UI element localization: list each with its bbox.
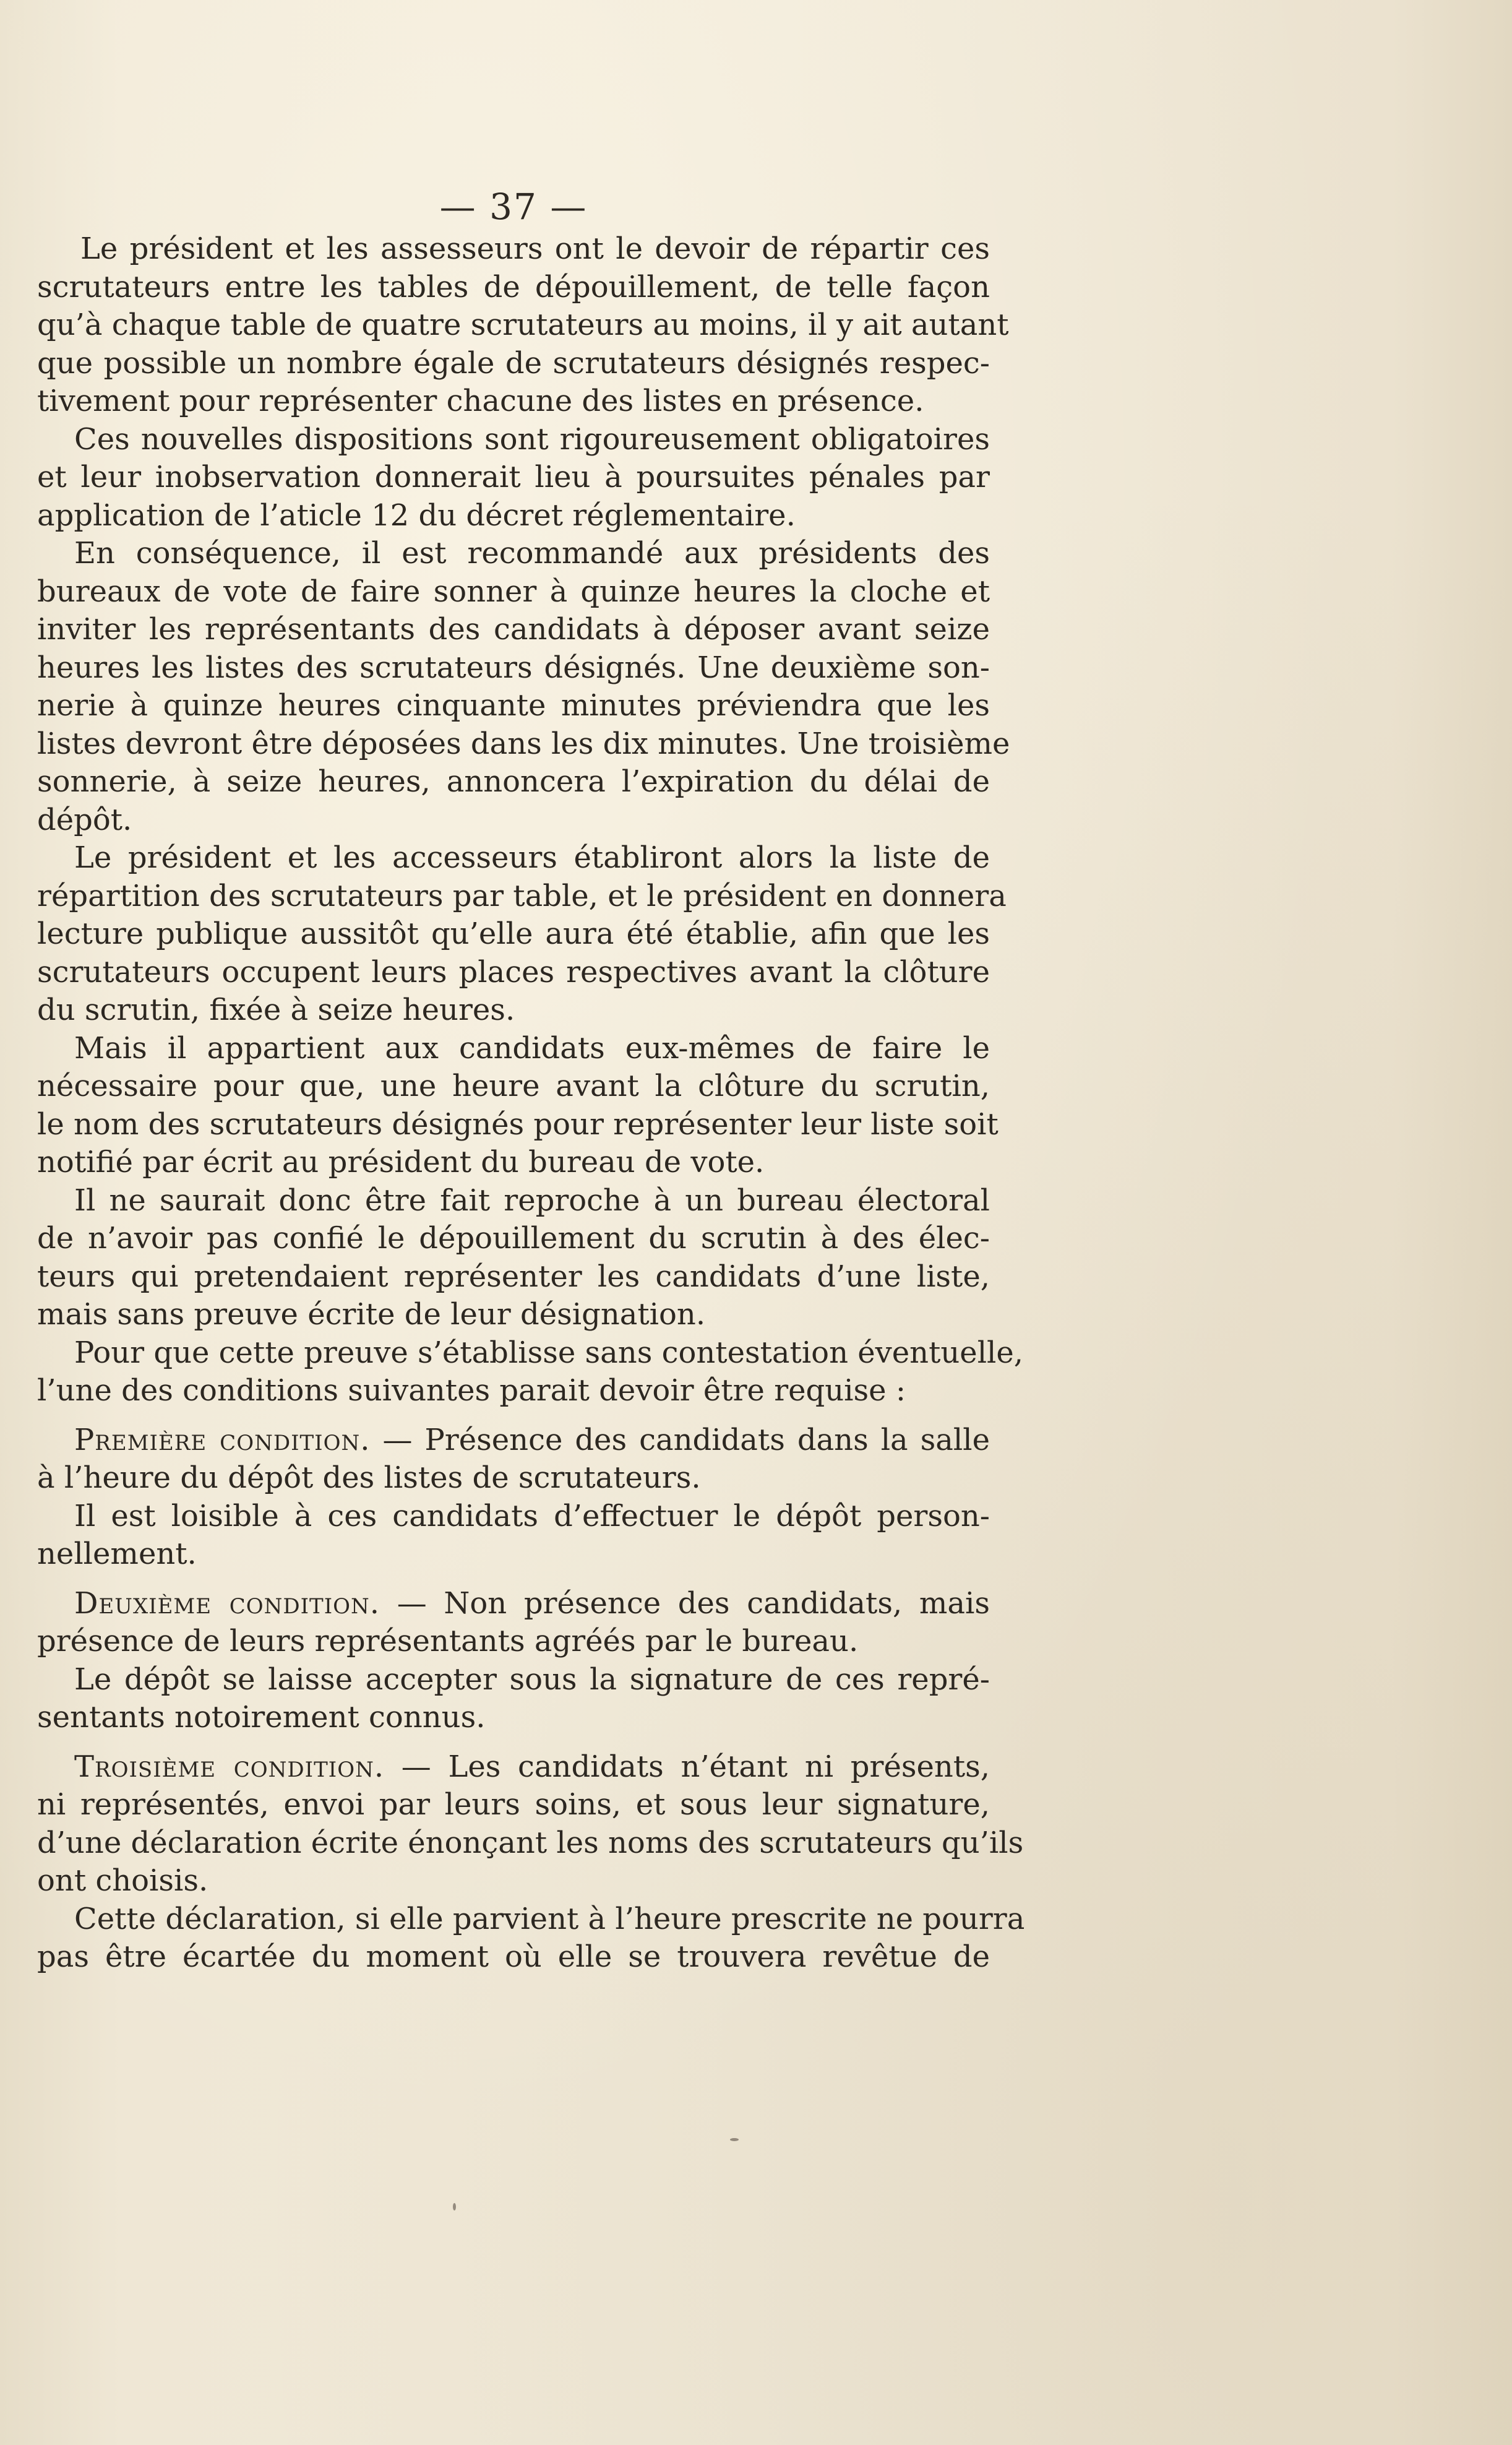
text-line: [37, 1748, 990, 1787]
text-line: tivement pour représenter chacune des listes en présence.: [37, 384, 924, 418]
text-line: Il est loisible à ces candidats d’effectuer le dépôt person-: [74, 1498, 990, 1533]
paragraph: [37, 535, 1010, 839]
text-line: En conséquence, il est recommandé aux présidents des: [74, 536, 990, 571]
condition-paragraph: [37, 1748, 1024, 1900]
text-line: scrutateurs entre les tables de dépouillement, de telle façon: [37, 269, 990, 304]
text-line: Le dépôt se laisse accepter sous la signature de ces repré-: [74, 1662, 990, 1697]
text-line: inviter les représentants des candidats à déposer avant seize: [37, 612, 990, 647]
text-line: notifié par écrit au président du bureau de vote.: [37, 1145, 765, 1179]
body-text: [37, 230, 1025, 1977]
text-line: sonnerie, à seize heures, annoncera l’expiration du délai de: [37, 764, 990, 799]
condition-label: Deuxième condition.: [74, 1585, 380, 1621]
condition-paragraph: [37, 1585, 990, 1661]
text-line: qu’à chaque table de quatre scrutateurs au moins, il y ait autant: [37, 308, 1009, 342]
condition-label: Troisième condition.: [74, 1749, 385, 1784]
print-speck: [730, 2138, 739, 2141]
page-number: — 37 —: [439, 186, 588, 228]
paragraph: [37, 1661, 990, 1737]
text-line: à l’heure du dépôt des listes de scrutateurs.: [37, 1460, 701, 1495]
condition-text: — Non présence des candidats, mais: [380, 1585, 990, 1621]
text-line: de n’avoir pas confié le dépouillement du scrutin à des élec-: [37, 1221, 990, 1256]
text-line: Pour que cette preuve s’établisse sans contestation éventuelle,: [74, 1335, 1024, 1370]
text-line: mais sans preuve écrite de leur désignation.: [37, 1297, 706, 1332]
text-line: ont choisis.: [37, 1863, 208, 1898]
text-line: scrutateurs occupent leurs places respectives avant la clôture: [37, 954, 990, 990]
print-speck: [453, 2203, 456, 2210]
paragraph: [37, 1334, 1024, 1410]
text-line: Le président et les assesseurs ont le devoir de répartir ces: [80, 231, 990, 266]
paragraph: [37, 1498, 990, 1574]
text-line: [37, 1585, 990, 1623]
text-line: lecture publique aussitôt qu’elle aura été établie, afin que les: [37, 916, 990, 951]
text-line: pas être écartée du moment où elle se trouvera revêtue de: [37, 1939, 990, 1974]
text-line: Ces nouvelles dispositions sont rigoureusement obligatoires: [74, 421, 990, 457]
paragraph: [37, 839, 1007, 1030]
condition-paragraph: [37, 1421, 990, 1498]
paragraph: [37, 1182, 990, 1334]
text-line: du scrutin, fixée à seize heures.: [37, 993, 515, 1027]
paragraph: [37, 1900, 1025, 1977]
text-line: sentants notoirement connus.: [37, 1700, 486, 1735]
paragraph: [37, 230, 1009, 421]
text-line: présence de leurs représentants agréés par le bureau.: [37, 1624, 859, 1658]
text-line: Le président et les accesseurs établiront alors la liste de: [74, 840, 990, 875]
text-line: dépôt.: [37, 802, 132, 837]
text-line: nerie à quinze heures cinquante minutes préviendra que les: [37, 688, 990, 723]
text-line: teurs qui pretendaient représenter les candidats d’une liste,: [37, 1259, 990, 1294]
paragraph: [37, 421, 990, 535]
text-line: d’une déclaration écrite énonçant les noms des scrutateurs qu’ils: [37, 1825, 1024, 1860]
paragraph: [37, 1030, 999, 1182]
text-line: ni représentés, envoi par leurs soins, et sous leur signature,: [37, 1787, 990, 1822]
text-line: nellement.: [37, 1537, 197, 1571]
text-line: le nom des scrutateurs désignés pour représenter leur liste soit: [37, 1106, 999, 1142]
text-line: heures les listes des scrutateurs désignés. Une deuxième son-: [37, 650, 990, 685]
text-line: bureaux de vote de faire sonner à quinze heures la cloche et: [37, 574, 990, 609]
text-line: l’une des conditions suivantes parait devoir être requise :: [37, 1373, 906, 1408]
text-line: Il ne saurait donc être fait reproche à un bureau électoral: [74, 1183, 990, 1218]
text-line: application de l’aticle 12 du décret réglementaire.: [37, 498, 796, 533]
text-line: Mais il appartient aux candidats eux-mêmes de faire le: [74, 1030, 990, 1066]
text-line: et leur inobservation donnerait lieu à poursuites pénales par: [37, 460, 990, 494]
condition-label: Première condition.: [74, 1422, 371, 1457]
condition-text: — Présence des candidats dans la salle: [370, 1422, 990, 1457]
text-line: listes devront être déposées dans les dix minutes. Une troisième: [37, 726, 1010, 761]
text-line: que possible un nombre égale de scrutateurs désignés respec-: [37, 345, 990, 381]
text-line: nécessaire pour que, une heure avant la clôture du scrutin,: [37, 1069, 990, 1103]
text-line: Cette déclaration, si elle parvient à l’heure prescrite ne pourra: [74, 1901, 1025, 1936]
text-line: [37, 1421, 990, 1460]
text-line: répartition des scrutateurs par table, et le président en donnera: [37, 878, 1007, 913]
condition-text: — Les candidats n’étant ni présents,: [384, 1749, 990, 1784]
